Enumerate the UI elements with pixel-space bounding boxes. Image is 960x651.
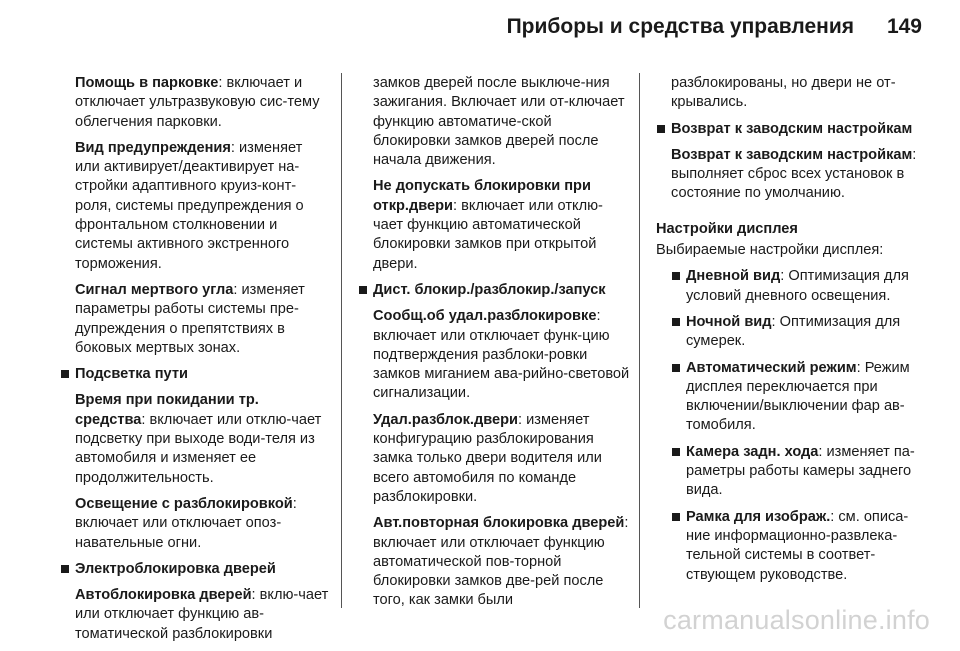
park-assist-text: : включает и отключает ультразвуковую сис-тему облегчения парковки.	[75, 75, 320, 130]
list-item: Дневной вид: Оптимизация для условий дневного освещения.	[671, 267, 928, 306]
exit-time-term: Время при покидании тр. средства	[75, 392, 259, 428]
unlock-msg-entry	[358, 307, 630, 403]
factory-heading: Возврат к заводским настройкам	[656, 120, 928, 139]
factory-entry	[656, 146, 928, 204]
remote-heading: Дист. блокир./разблокир./запуск	[358, 281, 630, 300]
page-number: 149	[886, 15, 922, 38]
blind-spot-entry	[60, 281, 330, 358]
exit-time-entry	[60, 391, 330, 487]
factory-text: : выполняет сброс всех установок в состояние по умолчанию.	[671, 146, 917, 202]
column-1	[60, 74, 330, 651]
blind-spot-term: Сигнал мертвого угла	[75, 281, 234, 298]
list-item: Камера задн. хода: изменяет па-раметры работы камеры заднего вида.	[671, 443, 928, 501]
remote-unlock-entry	[358, 411, 630, 507]
unlock-light-term: Освещение с разблокировкой	[75, 495, 293, 512]
display-heading: Настройки дисплея	[656, 220, 798, 237]
column-3	[656, 74, 928, 592]
watermark: carmanualsonline.info	[663, 605, 930, 635]
park-assist-entry	[60, 74, 330, 132]
relock-entry	[358, 514, 630, 610]
no-lock-open-entry	[358, 177, 630, 273]
list-item: Автоматический режим: Режим дисплея переключается при включении/выключении фар ав-томобиля.	[671, 359, 928, 436]
column-2	[358, 74, 630, 618]
list-item: Ночной вид: Оптимизация для сумерек.	[671, 313, 928, 352]
unlock-light-text: : включает или отключает опоз-навательные огни.	[75, 495, 297, 551]
no-lock-open-text: : включает или отклю-чает функцию автоматической блокировки замков при открытой двери.	[373, 197, 603, 272]
page-title: Приборы и средства управления	[506, 15, 854, 38]
park-assist-term: Помощь в парковке	[75, 75, 219, 91]
relock-text: : включает или отключает функцию автоматической пов-торной блокировки замков две-рей после того, как замки были	[373, 515, 629, 609]
warning-type-text: : изменяет или активирует/деактивирует на-стройки адаптивного круиз-конт-роля, системы предупреждения о фронтальном столкновении и системы активного экстренного торможения.	[75, 139, 304, 272]
factory-term: Возврат к заводским настройкам	[671, 146, 913, 163]
list-item: Рамка для изображ.: см. описа-ние информационно-развлека-тельной системы в соответ-ствующем руководстве.	[671, 508, 928, 585]
path-lighting-heading: Подсветка пути	[60, 365, 330, 384]
remote-unlock-term: Удал.разблок.двери	[373, 411, 519, 428]
auto-lock-text: : вклю-чает или отключает функцию ав-томатической разблокировки	[75, 587, 329, 642]
power-locks-heading: Электроблокировка дверей	[60, 560, 330, 579]
unlock-msg-term: Сообщ.об удал.разблокировке	[373, 308, 597, 325]
auto-lock-term: Автоблокировка дверей	[75, 587, 252, 604]
no-lock-open-term: Не допускать блокировки при откр.двери	[373, 178, 591, 214]
unlock-light-entry	[60, 495, 330, 553]
page-header	[0, 0, 960, 50]
column-divider-2	[639, 73, 640, 608]
warning-type-entry	[60, 139, 330, 274]
unlock-msg-text: : включает или отключает функ-цию подтверждения разблоки-ровки замков миганием ава-рийно-световой сигнализации.	[373, 308, 630, 402]
auto-lock-continued: замков дверей после выключе-ния зажигания. Включает или от-ключает функцию автоматиче-ской блокировки замков дверей после начала движения.	[373, 75, 625, 169]
blind-spot-text: : изменяет параметры работы системы пре-дупреждения о препятствиях в боковых мертвых зонах.	[75, 281, 305, 356]
display-intro: Выбираемые настройки дисплея:	[656, 242, 884, 259]
auto-lock-entry	[60, 586, 330, 644]
column-divider-1	[341, 73, 342, 608]
display-items-list	[656, 267, 928, 584]
remote-unlock-text: : изменяет конфигурацию разблокирования замка только двери водителя или всего автомобиля по команде разблокировки.	[373, 411, 602, 505]
relock-continued: разблокированы, но двери не от-крывались.	[671, 75, 896, 111]
warning-type-term: Вид предупреждения	[75, 139, 231, 156]
relock-term: Авт.повторная блокировка дверей	[373, 515, 625, 532]
exit-time-text: : включает или отклю-чает подсветку при выходе води-теля из автомобиля и изменяет ее продолжительность.	[75, 411, 322, 486]
